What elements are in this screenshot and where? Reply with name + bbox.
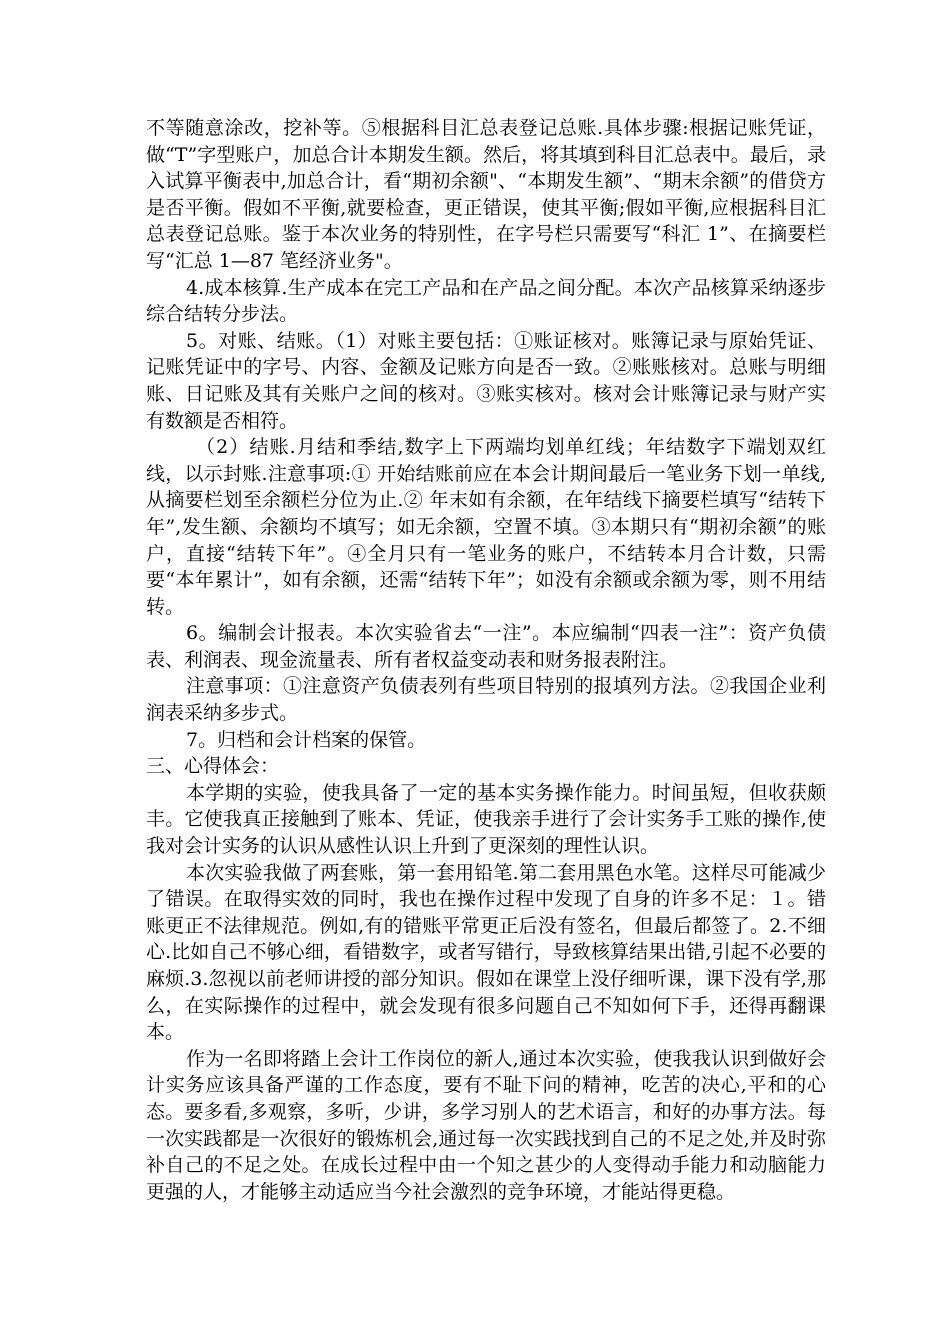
- section-heading-reflections: 三、心得体会：: [146, 755, 280, 778]
- paragraph-notes: 注意事项：①注意资产负债表列有些项目特别的报填列方法。②我国企业利润表采纳多步式。: [146, 675, 826, 725]
- paragraph-ledger-posting: 不等随意涂改，挖补等。⑤根据科目汇总表登记总账.具体步骤:根据记账凭证，做“T”字型账户，加总合计本期发生额。然后，将其填到科目汇总表中。最后，录入试算平衡表中,加总合计，看“期初余额"、“本期发生额”、“期末余额”的借贷方是否平衡。假如不平衡,就要检查，更正错误，使其平衡;假如平衡,应根据科目汇总表登记总账。鉴于本次业务的特别性，在字号栏只需要写“科汇 1”、在摘要栏写“汇总 1—87 笔经济业务"。: [146, 117, 826, 272]
- paragraph-reflection-2: 本次实验我做了两套账，第一套用铅笔.第二套用黑色水笔。这样尽可能减少了错误。在取得实效的同时，我也在操作过程中发现了自身的许多不足：１。错账更正不法律规范。例如,有的错账平常更正后没有签名，但最后都签了。2.不细心.比如自己不够心细，看错数字，或者写错行，导致核算结果出错,引起不必要的麻烦.3.忽视以前老师讲授的部分知识。假如在课堂上没仔细听课，课下没有学,那么，在实际操作的过程中，就会发现有很多问题自己不知如何下手，还得再翻课本。: [146, 861, 826, 1044]
- paragraph-archiving: 7。归档和会计档案的保管。: [186, 728, 427, 751]
- paragraph-reconciliation: 5。对账、结账。（1）对账主要包括：①账证核对。账簿记录与原始凭证、记账凭证中的字号、内容、金额及记账方向是否一致。②账账核对。总账与明细账、日记账及其有关账户之间的核对。③账实核对。核对会计账簿记录与财产实有数额是否相符。: [146, 329, 826, 432]
- paragraph-cost-accounting: 4.成本核算.生产成本在完工产品和在产品之间分配。本次产品核算采纳逐步综合结转分步法。: [146, 276, 826, 326]
- paragraph-reflection-3: 作为一名即将踏上会计工作岗位的新人,通过本次实验，使我我认识到做好会计实务应该具备严谨的工作态度，要有不耻下问的精神，吃苦的决心,平和的心态。要多看,多观察，多听，少讲，多学习别人的艺术语言，和好的办事方法。每一次实践都是一次很好的锻炼机会,通过每一次实践找到自己的不足之处,并及时弥补自己的不足之处。在成长过程中由一个知之甚少的人变得动手能力和动脑能力更强的人，才能够主动适应当今社会激烈的竞争环境，才能站得更稳。: [146, 1047, 826, 1203]
- paragraph-financial-statements: 6。编制会计报表。本次实验省去“一注”。本应编制“四表一注”：资产负债表、利润表、现金流量表、所有者权益变动表和财务报表附注。: [146, 622, 826, 671]
- paragraph-reflection-1: 本学期的实验，使我具备了一定的基本实务操作能力。时间虽短，但收获颇丰。它使我真正接触到了账本、凭证，使我亲手进行了会计实务手工账的操作,使我对会计实务的认识从感性认识上升到了更深刻的理性认识。: [146, 781, 826, 858]
- document-page: [146, 115, 826, 1205]
- paragraph-closing-accounts: （2）结账.月结和季结,数字上下两端均划单红线；年结数字下端划双红线，以示封账.注意事项:① 开始结账前应在本会计期间最后一笔业务下划一单线,从摘要栏划至余额栏分位为止.② 年末如有余额，在年结线下摘要栏填写“结转下年”,发生额、余额均不填写；如无余额，空置不填。③本期只有“期初余额”的账户，直接“结转下年”。④全月只有一笔业务的账户，不结转本月合计数，只需要“本年累计”，如有余额，还需“结转下年”；如没有余额或余额为零，则不用结转。: [146, 436, 826, 618]
